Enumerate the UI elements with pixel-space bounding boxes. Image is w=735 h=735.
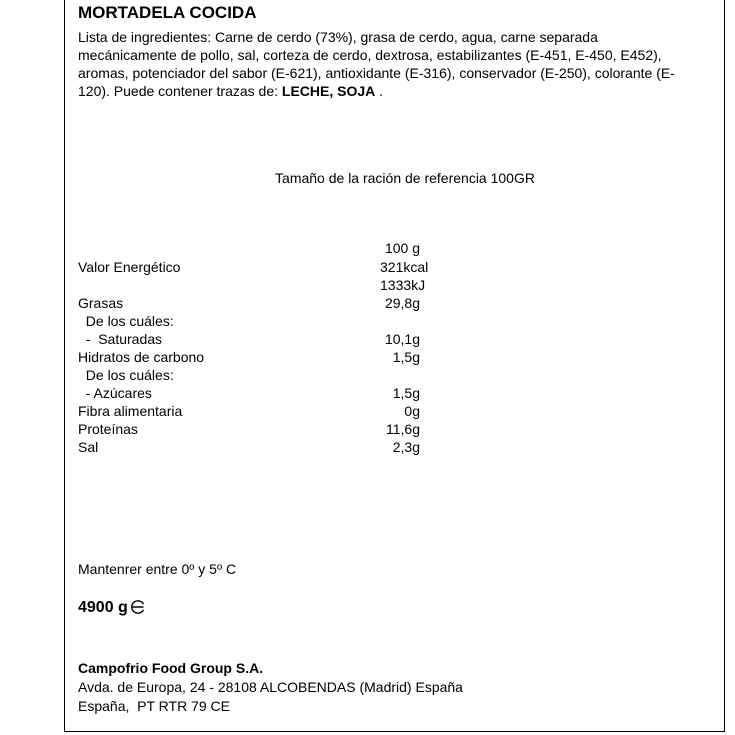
nutrition-value: 11,6g (386, 421, 420, 437)
nutrition-label: Grasas (78, 295, 124, 311)
manufacturer-name: Campofrio Food Group S.A. (78, 660, 264, 676)
nutrition-value: 0g (404, 403, 420, 419)
manufacturer-registry: España, PT RTR 79 CE (78, 698, 230, 714)
storage-instructions: Mantenrer entre 0º y 5º C (78, 561, 237, 577)
estimated-sign-icon (130, 599, 146, 615)
nutrition-column-header: 100 g (384, 240, 420, 256)
nutrition-value: 1333kJ (380, 277, 426, 293)
reference-portion: Tamaño de la ración de referencia 100GR (275, 170, 535, 186)
nutrition-value: 10,1g (384, 331, 420, 347)
manufacturer-address: Avda. de Europa, 24 - 28108 ALCOBENDAS (Madrid) España (78, 679, 463, 695)
nutrition-value: 2,3g (392, 439, 420, 455)
product-label (64, 0, 725, 732)
nutrition-label: Hidratos de carbono (78, 349, 205, 365)
allergens: LECHE, SOJA (281, 83, 376, 99)
nutrition-label: Proteínas (78, 421, 138, 437)
nutrition-value: 321kcal (380, 259, 429, 275)
nutrition-value: 29,8g (384, 295, 420, 311)
nutrition-label: De los cuáles: (78, 367, 174, 383)
nutrition-value: 1,5g (392, 349, 420, 365)
product-title: MORTADELA COCIDA (78, 3, 257, 22)
nutrition-label: Sal (78, 439, 99, 455)
allergens-end: . (375, 83, 384, 99)
net-weight-value: 4900 g (78, 599, 128, 616)
nutrition-label: - Azúcares (78, 385, 152, 401)
nutrition-label: - Saturadas (78, 331, 163, 347)
nutrition-label: Valor Energético (78, 259, 181, 275)
nutrition-value: 1,5g (392, 385, 420, 401)
ingredients-text: Lista de ingredientes: Carne de cerdo (73%), grasa de cerdo, agua, carne separada mecánicamente de pollo, sal, corteza de cerdo, dextrosa, estabilizantes (E-451, E-450, E452), aromas, potenciador del sabor (E-621), antioxidante (E-316), conservador (E-250), colorante (E-120). Puede contener trazas de: (78, 29, 675, 99)
nutrition-label: De los cuáles: (78, 313, 174, 329)
ingredients-list (78, 28, 678, 100)
nutrition-label: Fibra alimentaria (78, 403, 183, 419)
net-weight (78, 599, 146, 617)
